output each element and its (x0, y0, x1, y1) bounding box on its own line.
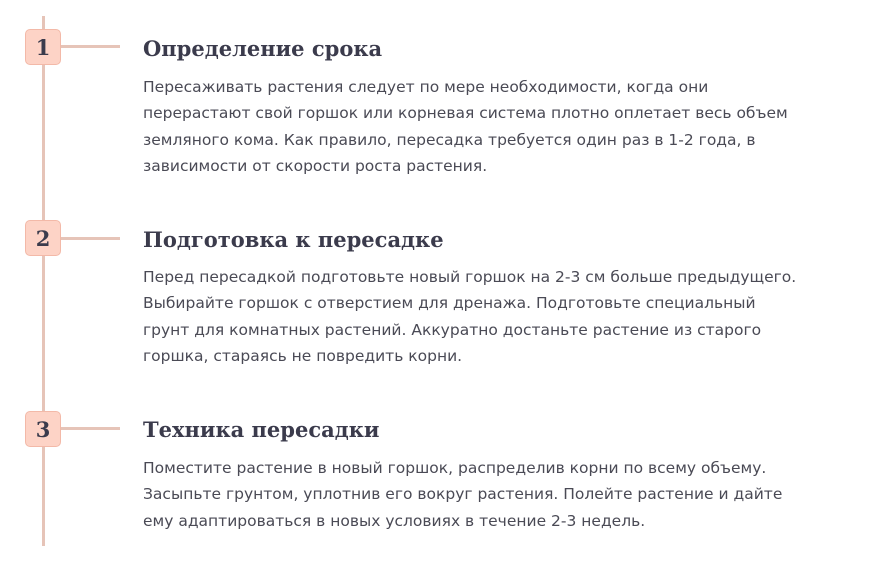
step-connector (61, 237, 120, 240)
timeline-line (42, 16, 45, 546)
step-description: Пересаживать растения следует по мере необходимости, когда они перерастают свой горшок или корневая система плотно оплетает весь объем земляного кома. Как правило, пересадка требуется один раз в 1-2 года, в зависимости от скорости роста растения. (143, 78, 788, 175)
step-title: Подготовка к пересадке (143, 227, 444, 252)
step-number-badge: 2 (25, 220, 61, 256)
step-description: Поместите растение в новый горшок, распределив корни по всему объему. Засыпьте грунтом, уплотнив его вокруг растения. Полейте растение и дайте ему адаптироваться в новых условиях в течение 2-3 недель. (143, 459, 783, 530)
step-number-badge: 3 (25, 411, 61, 447)
step-connector (61, 427, 120, 430)
step-title: Определение срока (143, 36, 383, 61)
step-number-badge: 1 (25, 29, 61, 65)
step-connector (61, 45, 120, 48)
step-title: Техника пересадки (143, 417, 380, 442)
step-description: Перед пересадкой подготовьте новый горшок на 2-3 см больше предыдущего. Выбирайте горшок с отверстием для дренажа. Подготовьте специальный грунт для комнатных растений. Аккуратно достаньте растение из старого горшка, стараясь не повредить корни. (143, 268, 797, 365)
